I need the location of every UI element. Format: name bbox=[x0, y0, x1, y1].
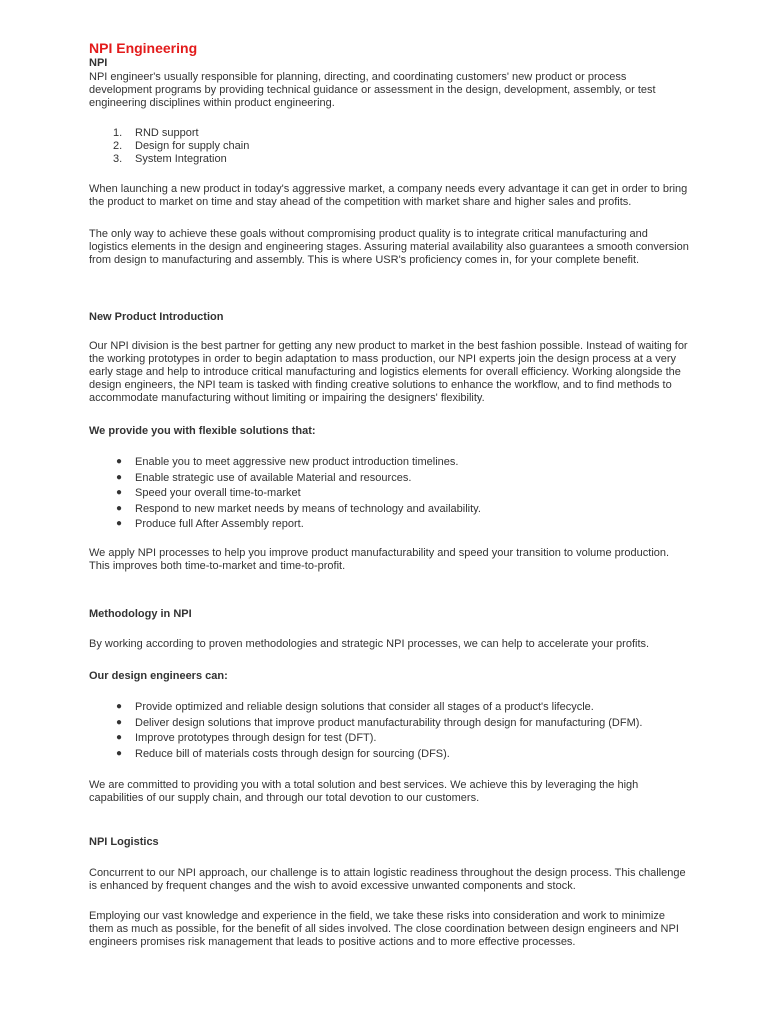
list-item-text: System Integration bbox=[135, 153, 227, 165]
list-number: 1. bbox=[113, 127, 123, 139]
section-heading-npi-intro: New Product Introduction bbox=[89, 311, 224, 323]
engineers-list bbox=[89, 700, 689, 762]
intro-paragraph: NPI engineer's usually responsible for planning, directing, and coordinating customers' new product or process development programs by providing technical guidance or assessment in the design, development, assembly, or test engineering disciplines within product engineering. bbox=[89, 71, 656, 109]
list-item-text: Speed your overall time-to-market bbox=[135, 487, 301, 499]
list-item-text: Provide optimized and reliable design solutions that consider all stages of a product's lifecycle. bbox=[135, 701, 594, 713]
bullet-dot-icon: ● bbox=[116, 456, 123, 467]
bullet-dot-icon: ● bbox=[116, 471, 123, 483]
list-item bbox=[89, 455, 689, 471]
bullet-dot-icon: ● bbox=[116, 732, 123, 743]
flexible-solutions-list bbox=[89, 455, 689, 533]
list-item-text: Reduce bill of materials costs through design for sourcing (DFS). bbox=[135, 747, 450, 760]
only-way-paragraph: The only way to achieve these goals without compromising product quality is to integrate critical manufacturing and logistics elements in the design and engineering stages. Assuring material availability also guarantees a smooth conversion from design to manufacturing and assembly. This is where USR's proficiency comes in, for your complete benefit. bbox=[89, 228, 689, 266]
page-subtitle: NPI bbox=[89, 57, 108, 69]
apply-paragraph: We apply NPI processes to help you improve product manufacturability and speed your transition to volume production. This improves both time-to-market and time-to-profit. bbox=[89, 547, 670, 572]
list-item bbox=[89, 700, 689, 716]
section-heading-flexible: We provide you with flexible solutions that: bbox=[89, 425, 316, 437]
list-number: 3. bbox=[113, 153, 123, 165]
list-item bbox=[89, 747, 689, 763]
bullet-dot-icon: ● bbox=[116, 518, 123, 529]
list-item-text: Improve prototypes through design for test (DFT). bbox=[135, 732, 377, 744]
employing-paragraph: Employing our vast knowledge and experience in the field, we take these risks into consideration and work to minimize them as much as possible, for the benefit of all sides involved. The close coordination between design engineers and NPI engineers promises risk management that leads to positive actions and to more effective processes. bbox=[89, 910, 679, 948]
list-item bbox=[89, 731, 689, 747]
bullet-dot-icon: ● bbox=[116, 716, 123, 728]
section-heading-engineers: Our design engineers can: bbox=[89, 670, 228, 682]
list-item bbox=[89, 517, 689, 533]
list-item-text: Respond to new market needs by means of technology and availability. bbox=[135, 502, 481, 515]
launch-paragraph: When launching a new product in today's aggressive market, a company needs every advantage it can get in order to bring the product to market on time and stay ahead of the competition with market share and higher sales and profits. bbox=[89, 183, 688, 208]
methodology-paragraph: By working according to proven methodologies and strategic NPI processes, we can help to accelerate your profits. bbox=[89, 638, 650, 650]
committed-paragraph: We are committed to providing you with a total solution and best services. We achieve this by leveraging the high capabilities of our supply chain, and through our total devotion to our customers. bbox=[89, 779, 639, 804]
section-heading-methodology: Methodology in NPI bbox=[89, 608, 192, 620]
section-heading-logistics: NPI Logistics bbox=[89, 836, 159, 848]
list-item-text: Enable strategic use of available Material and resources. bbox=[135, 471, 412, 484]
bullet-dot-icon: ● bbox=[116, 502, 123, 514]
list-item bbox=[89, 127, 689, 140]
list-item-text: RND support bbox=[135, 127, 199, 139]
bullet-dot-icon: ● bbox=[116, 487, 123, 498]
list-item bbox=[89, 716, 689, 732]
list-item bbox=[89, 486, 689, 502]
list-item bbox=[89, 502, 689, 518]
ordered-list bbox=[89, 127, 689, 166]
list-item bbox=[89, 140, 689, 153]
concurrent-paragraph: Concurrent to our NPI approach, our challenge is to attain logistic readiness throughout the design process. This challenge is enhanced by frequent changes and the wish to avoid excessive unwanted components and stock. bbox=[89, 867, 686, 892]
list-item-text: Produce full After Assembly report. bbox=[135, 518, 304, 530]
list-item-text: Deliver design solutions that improve product manufacturability through design for manufacturing (DFM). bbox=[135, 716, 643, 729]
list-number: 2. bbox=[113, 140, 123, 152]
list-item-text: Design for supply chain bbox=[135, 140, 250, 152]
bullet-dot-icon: ● bbox=[116, 701, 123, 712]
page-title: NPI Engineering bbox=[89, 40, 198, 56]
list-item bbox=[89, 153, 689, 166]
list-item-text: Enable you to meet aggressive new product introduction timelines. bbox=[135, 456, 459, 468]
division-paragraph: Our NPI division is the best partner for getting any new product to market in the best fashion possible. Instead of waiting for the working prototypes in order to begin adaptation to mass production, our NPI experts join the design process at a very early stage and help to introduce critical manufacturing and logistics elements for overall efficiency. Working alongside the design engineers, the NPI team is tasked with finding creative solutions to enhance the workflow, and to find methods to accommodate manufacturing without limiting or impairing the designers' flexibility. bbox=[89, 340, 688, 404]
list-item bbox=[89, 471, 689, 487]
bullet-dot-icon: ● bbox=[116, 747, 123, 759]
